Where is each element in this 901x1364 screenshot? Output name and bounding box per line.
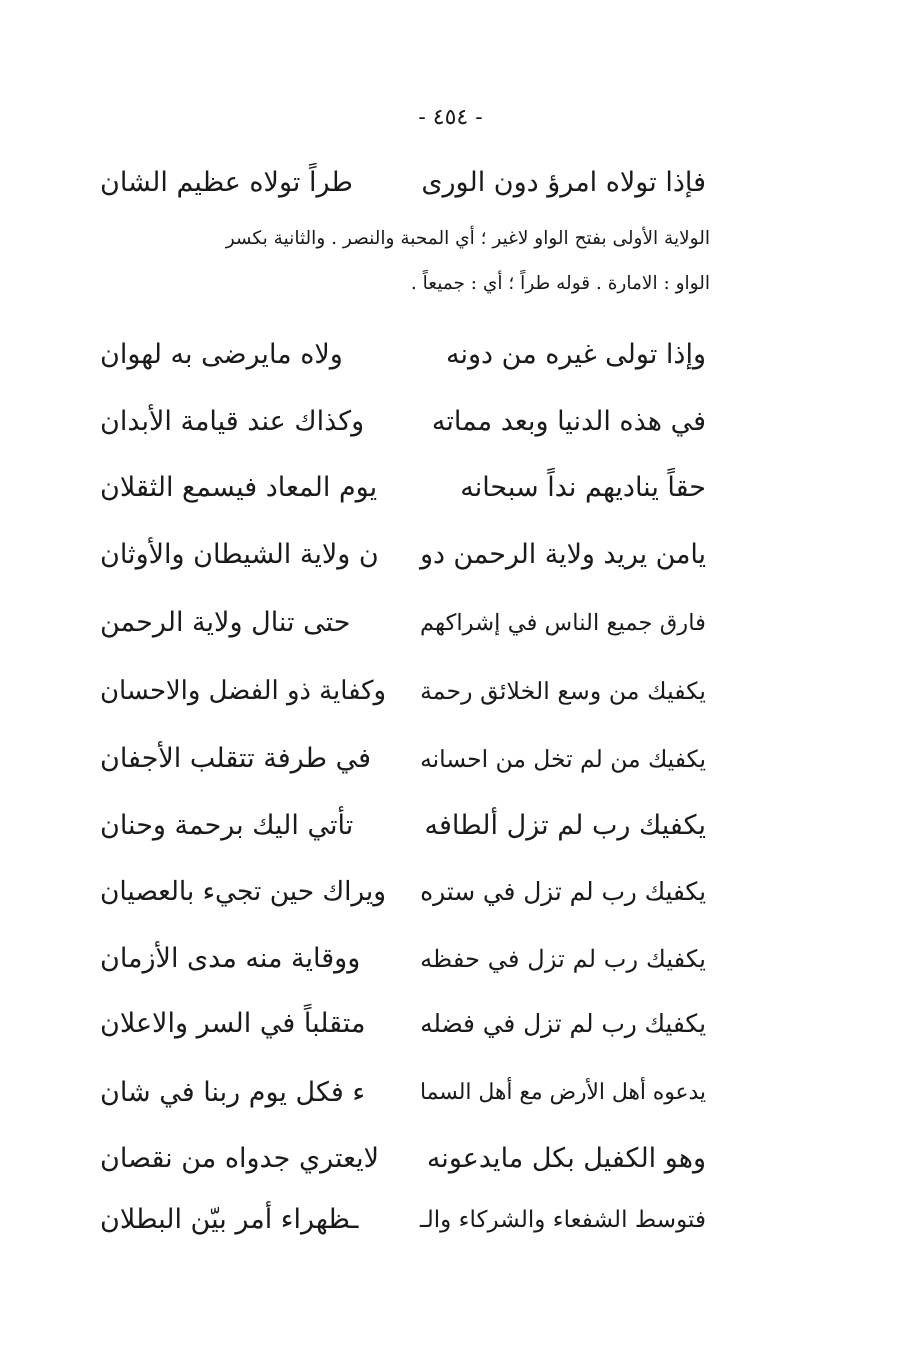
verse-first-hemistich: يكفيك رب لم تزل في ستره (420, 877, 706, 906)
verse-first-hemistich: يكفيك من لم تخل من احسانه (420, 745, 706, 773)
verse (100, 734, 706, 784)
verse-first-hemistich: فتوسط الشفعاء والشركاء والـ (419, 1207, 706, 1233)
verse-second-hemistich: طراً تولاه عظيم الشان (100, 167, 353, 198)
verse-second-hemistich: وكذاك عند قيامة الأبدان (100, 406, 365, 437)
verse-second-hemistich: ووقاية منه مدى الأزمان (100, 943, 361, 974)
verse-first-hemistich: يكفيك رب لم تزل في فضله (420, 1009, 706, 1038)
verse (100, 999, 706, 1049)
verse-second-hemistich: ولاه مايرضى به لهوان (100, 339, 343, 370)
verse-second-hemistich: تأتي اليك برحمة وحنان (100, 810, 354, 841)
verse-first-hemistich: يكفيك رب لم تزل في حفظه (420, 945, 706, 973)
verse-second-hemistich: وكفاية ذو الفضل والاحسان (100, 676, 386, 706)
page-number: - ٤٥٤ - (418, 105, 483, 130)
verse (100, 934, 706, 984)
verse-second-hemistich: ء فكل يوم ربنا في شان (100, 1077, 366, 1108)
verse-first-hemistich: فارق جميع الناس في إشراكهم (420, 610, 706, 636)
verse-first-hemistich: يدعوه أهل الأرض مع أهل السما (420, 1080, 706, 1105)
verse-first-hemistich: يامن يريد ولاية الرحمن دو (420, 539, 706, 570)
verse-second-hemistich: حتى تنال ولاية الرحمن (100, 607, 351, 638)
footnote-line: الواو : الامارة . قوله طراً ؛ أي : جميعاً . (410, 273, 710, 294)
verse (100, 397, 706, 447)
verse (100, 1068, 706, 1118)
verse-first-hemistich: حقاً يناديهم نداً سبحانه (460, 472, 706, 503)
verse-first-hemistich: وهو الكفيل بكل مايدعونه (426, 1143, 706, 1174)
verse-second-hemistich: متقلباً في السر والاعلان (100, 1008, 366, 1039)
verse-second-hemistich: يوم المعاد فيسمع الثقلان (100, 472, 378, 503)
verse (100, 867, 706, 917)
verse-first-hemistich: يكفيك رب لم تزل ألطافه (424, 810, 706, 841)
verse-second-hemistich: ـظهراء أمر بيّن البطلان (100, 1204, 359, 1235)
verse (100, 801, 706, 851)
verse-second-hemistich: ويراك حين تجيء بالعصيان (100, 877, 386, 907)
verse (100, 530, 706, 580)
verse (100, 1134, 706, 1184)
verse (100, 463, 706, 513)
verse-first-hemistich: وإذا تولى غيره من دونه (446, 339, 706, 370)
footnote-line: الولاية الأولى بفتح الواو لاغير ؛ أي المحبة والنصر . والثانية بكسر (225, 228, 710, 249)
verse-second-hemistich: في طرفة تتقلب الأجفان (100, 743, 372, 774)
verse-first-hemistich: في هذه الدنيا وبعد مماته (431, 406, 706, 437)
verse (100, 666, 706, 716)
verse (100, 330, 706, 380)
verse-first-hemistich: يكفيك من وسع الخلائق رحمة (420, 677, 706, 705)
verse (100, 598, 706, 648)
verse-second-hemistich: لايعتري جدواه من نقصان (100, 1143, 380, 1174)
verse-second-hemistich: ن ولاية الشيطان والأوثان (100, 539, 379, 570)
verse (100, 1195, 706, 1245)
verse (100, 158, 706, 208)
verse-first-hemistich: فإذا تولاه امرؤ دون الورى (421, 167, 706, 198)
